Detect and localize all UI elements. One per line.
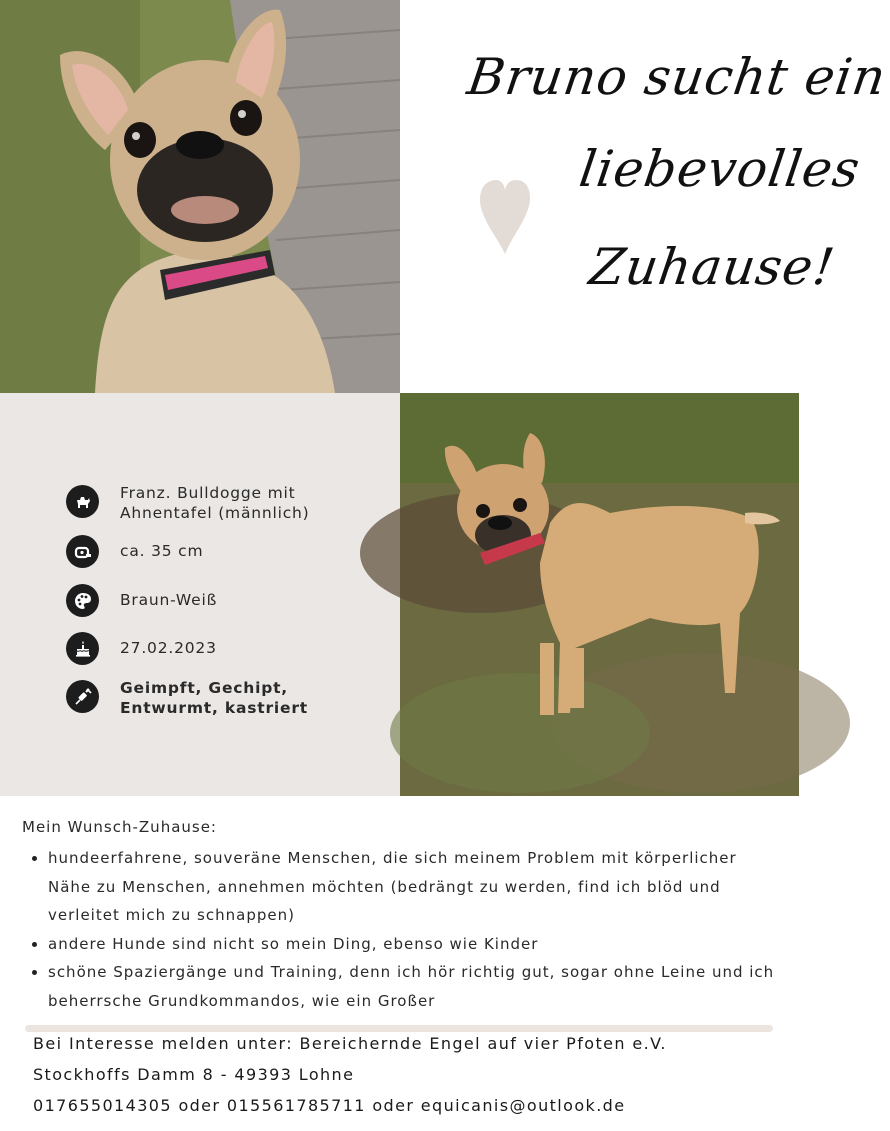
wish-item: andere Hunde sind nicht so mein Ding, ebenso wie Kinder (22, 930, 782, 959)
measuring-tape-icon (66, 535, 99, 568)
wish-list (22, 844, 782, 1015)
contact-phone-email: 017655014305 oder 015561785711 oder equicanis@outlook.de (33, 1096, 626, 1115)
fact-breed-text: Franz. Bulldogge mit Ahnentafel (männlich) (120, 484, 310, 522)
dog-fullbody-photo (400, 393, 799, 796)
wish-item: schöne Spaziergänge und Training, denn ich hör richtig gut, sogar ohne Leine und ich beherrsche Grundkommandos, wie ein Großer (22, 958, 782, 1015)
fact-color-text: Braun-Weiß (120, 591, 218, 609)
section-divider (25, 1025, 773, 1032)
fact-health-text: Geimpft, Gechipt, Entwurmt, kastriert (120, 679, 309, 717)
headline-line-3: Zuhause! (585, 238, 839, 296)
heart-icon (478, 178, 532, 256)
fact-height (66, 535, 203, 568)
wish-section (22, 816, 782, 1015)
headline-line-2: liebevolles (575, 140, 864, 198)
dog-icon (66, 485, 99, 518)
wish-title: Mein Wunsch-Zuhause: (22, 818, 217, 836)
dog-portrait-photo (0, 0, 400, 393)
fact-health (66, 680, 308, 718)
palette-icon (66, 584, 99, 617)
fact-height-text: ca. 35 cm (120, 542, 204, 560)
fact-breed (66, 485, 310, 523)
contact-organization: Bei Interesse melden unter: Bereichernde Engel auf vier Pfoten e.V. (33, 1034, 667, 1053)
birthday-cake-icon (66, 632, 99, 665)
contact-address: Stockhoffs Damm 8 - 49393 Lohne (33, 1065, 355, 1084)
headline-line-1: Bruno sucht ein (463, 48, 890, 106)
wish-item: hundeerfahrene, souveräne Menschen, die sich meinem Problem mit körperlicher Nähe zu Menschen, annehmen möchten (bedrängt zu werden, find ich blöd und verleitet mich zu schnappen) (22, 844, 782, 930)
facts-panel (0, 393, 400, 796)
fact-birthdate-text: 27.02.2023 (120, 639, 217, 657)
syringe-icon (66, 680, 99, 713)
fact-color (66, 584, 217, 617)
fact-birthdate (66, 632, 217, 665)
